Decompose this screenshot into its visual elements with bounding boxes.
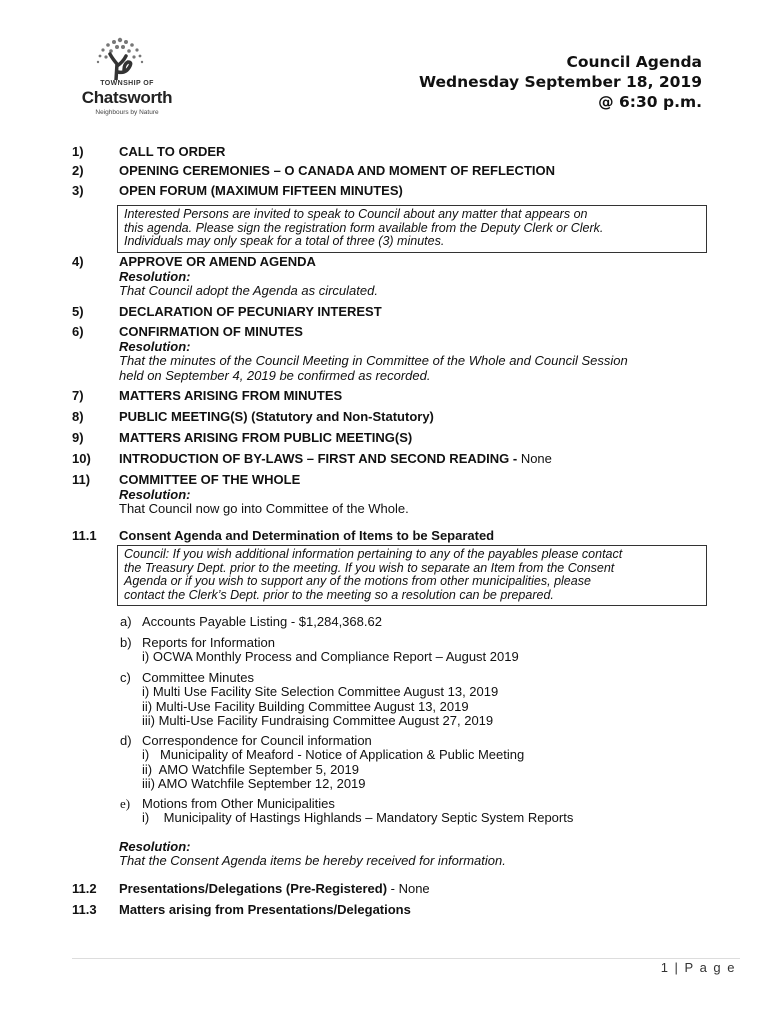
resolution-label: Resolution: [119,839,191,854]
item-number: 5) [72,304,84,319]
consent-item-b [120,636,519,665]
consent-subitem: i) OCWA Monthly Process and Compliance Report – August 2019 [142,649,519,665]
consent-label: a) [120,614,132,629]
item-title: INTRODUCTION OF BY-LAWS – FIRST AND SECOND READING - [119,451,518,466]
tree-logo-icon [90,36,150,80]
note-line: contact the Clerk’s Dept. prior to the meeting so a resolution can be prepared. [124,587,554,602]
open-forum-note-box [117,205,707,253]
item-title: CONFIRMATION OF MINUTES [119,324,303,339]
consent-subitem: iii) AMO Watchfile September 12, 2019 [142,775,366,791]
agenda-time: @ 6:30 p.m. [598,93,702,111]
consent-subitem: i) Multi Use Facility Site Selection Committee August 13, 2019 [142,684,499,700]
note-line: the Treasury Dept. prior to the meeting. If you wish to separate an Item from the Consent [124,560,615,575]
consent-subitem: ii) AMO Watchfile September 5, 2019 [142,761,360,777]
agenda-title-line1: Council Agenda [566,53,702,71]
note-line: Interested Persons are invited to speak to Council about any matter that appears on [124,207,588,221]
item-title: Consent Agenda and Determination of Items to be Separated [119,528,495,543]
consent-note-box [117,545,707,606]
consent-item-a [120,615,382,629]
resolution-label: Resolution: [119,486,191,502]
resolution-label: Resolution: [119,268,191,284]
consent-text: Committee Minutes [142,670,254,685]
item-title: Matters arising from Presentations/Delegations [119,902,411,917]
resolution-text: That the Consent Agenda items be hereby received for information. [119,853,506,869]
item-title: Presentations/Delegations (Pre-Registered) [119,881,388,896]
resolution-text: That the minutes of the Council Meeting in Committee of the Whole and Council Session [119,353,628,368]
consent-item-c [120,671,498,728]
agenda-title [419,52,702,112]
resolution-text: That Council adopt the Agenda as circulated. [119,283,378,298]
item-title: OPEN FORUM (MAXIMUM FIFTEEN MINUTES) [119,183,403,198]
agenda-date: Wednesday September 18, 2019 [419,73,702,91]
item-number: 11) [72,472,91,487]
page-number: 1 | P a g e [660,960,736,975]
consent-text: Correspondence for Council information [142,733,372,748]
consent-subitem: ii) Multi-Use Facility Building Committee August 13, 2019 [142,698,469,714]
consent-label: e) [120,796,131,811]
item-title: CALL TO ORDER [119,144,226,159]
consent-subitem: i) Municipality of Meaford - Notice of Application & Public Meeting [142,747,525,763]
logo-name-text: Chatsworth [81,88,173,107]
consent-label: d) [120,733,132,748]
consent-label: c) [120,670,131,685]
resolution-text: That Council now go into Committee of the Whole. [119,501,409,516]
consent-resolution [119,840,506,869]
logo-township-text: TOWNSHIP OF [100,80,154,87]
item-title: PUBLIC MEETING(S) (Statutory and Non-Statutory) [119,409,434,424]
item-number: 3) [72,183,84,198]
township-logo [72,36,182,120]
item-title: MATTERS ARISING FROM PUBLIC MEETING(S) [119,430,413,445]
footer-divider [72,958,740,959]
consent-text: Accounts Payable Listing - $1,284,368.62 [142,614,382,629]
consent-subitem: i) Municipality of Hastings Highlands – Mandatory Septic System Reports [142,810,574,826]
item-number: 1) [72,144,84,159]
consent-text: Reports for Information [142,635,275,650]
item-number: 6) [72,324,84,339]
item-number: 8) [72,409,84,424]
resolution-text: held on September 4, 2019 be confirmed as recorded. [119,367,431,383]
item-title: COMMITTEE OF THE WHOLE [119,472,301,487]
item-number: 11.3 [72,902,97,917]
item-title: DECLARATION OF PECUNIARY INTEREST [119,304,382,319]
item-number: 4) [72,254,84,269]
item-number: 2) [72,163,84,178]
item-number: 9) [72,430,84,445]
consent-item-d [120,734,524,791]
item-suffix: - None [387,881,430,896]
item-number: 10) [72,451,91,466]
logo-tagline-text: Neighbours by Nature [95,109,159,116]
item-title: OPENING CEREMONIES – O CANADA AND MOMENT OF REFLECTION [119,163,555,178]
resolution-label: Resolution: [119,338,191,354]
item-number: 11.1 [72,528,97,543]
item-suffix: None [517,451,552,466]
note-line: Council: If you wish additional information pertaining to any of the payables please contact [124,547,623,561]
consent-subitem: iii) Multi-Use Facility Fundraising Committee August 27, 2019 [142,712,494,728]
consent-label: b) [120,635,132,650]
note-line: this agenda. Please sign the registration form available from the Deputy Clerk or Clerk. [124,220,604,235]
item-number: 7) [72,388,84,403]
note-line: Agenda or if you wish to support any of the motions from other municipalities, please [124,574,591,588]
item-title: MATTERS ARISING FROM MINUTES [119,388,343,403]
item-title: APPROVE OR AMEND AGENDA [119,254,316,269]
consent-text: Motions from Other Municipalities [142,796,335,811]
item-number: 11.2 [72,881,97,896]
consent-item-e [120,797,573,826]
note-line: Individuals may only speak for a total of three (3) minutes. [124,234,445,248]
